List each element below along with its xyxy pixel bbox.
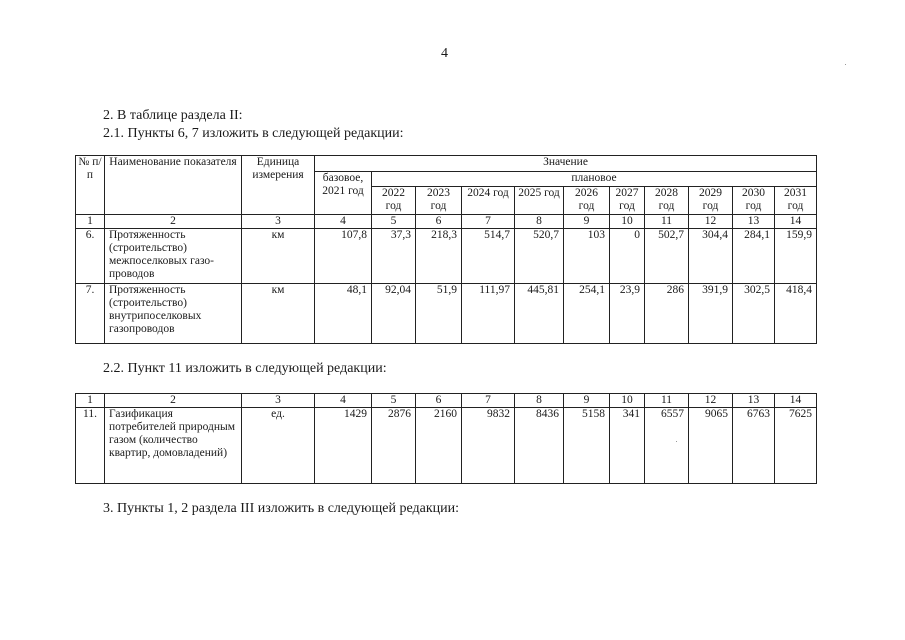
header-year: 2025 год — [515, 187, 564, 215]
column-number: 4 — [315, 394, 372, 408]
column-number-row — [76, 215, 817, 229]
header-row-1 — [76, 156, 817, 172]
row-value: 254,1 — [564, 284, 610, 344]
row-value: 48,1 — [315, 284, 372, 344]
scan-speck — [845, 64, 846, 65]
row-value: 5158 — [564, 408, 610, 484]
section-heading-3: 3. Пункты 1, 2 раздела III изложить в следующей редакции: — [103, 501, 460, 516]
table-row — [76, 284, 817, 344]
header-year: 2026 год — [564, 187, 610, 215]
row-value: 502,7 — [645, 229, 689, 284]
section-heading: 2. В таблице раздела II: — [103, 108, 243, 123]
header-year: 2031 год — [775, 187, 817, 215]
column-number: 12 — [689, 394, 733, 408]
column-number: 2 — [105, 394, 242, 408]
header-year: 2029 год — [689, 187, 733, 215]
column-number: 6 — [416, 394, 462, 408]
header-unit: Единица измерения — [242, 156, 315, 215]
row-value: 111,97 — [462, 284, 515, 344]
row-value: 520,7 — [515, 229, 564, 284]
header-value: Значение — [315, 156, 817, 172]
column-number: 14 — [775, 394, 817, 408]
scan-speck — [676, 441, 677, 442]
header-year: 2023 год — [416, 187, 462, 215]
row-value: 8436 — [515, 408, 564, 484]
header-year: 2024 год — [462, 187, 515, 215]
subsection-heading-2-2: 2.2. Пункт 11 изложить в следующей редакции: — [103, 361, 387, 376]
column-number: 3 — [242, 215, 315, 229]
row-value: 37,3 — [372, 229, 416, 284]
row-name: Протяженность (строительство) внутрипоселковых газопроводов — [105, 284, 242, 344]
indicators-table — [75, 155, 817, 344]
row-value: 286 — [645, 284, 689, 344]
row-value: 2160 — [416, 408, 462, 484]
header-name: Наименование показателя — [105, 156, 242, 215]
page-number: 4 — [441, 46, 448, 61]
column-number: 1 — [76, 394, 105, 408]
column-number: 11 — [645, 215, 689, 229]
row-value: 302,5 — [733, 284, 775, 344]
header-base: базовое, 2021 год — [315, 172, 372, 215]
table-row — [76, 229, 817, 284]
column-number: 9 — [564, 394, 610, 408]
row-value: 418,4 — [775, 284, 817, 344]
column-number: 7 — [462, 215, 515, 229]
row-value: 1429 — [315, 408, 372, 484]
row-unit: км — [242, 229, 315, 284]
row-value: 445,81 — [515, 284, 564, 344]
column-number: 11 — [645, 394, 689, 408]
row-unit: км — [242, 284, 315, 344]
row-value: 103 — [564, 229, 610, 284]
row-value: 218,3 — [416, 229, 462, 284]
column-number: 1 — [76, 215, 105, 229]
row-num: 6. — [76, 229, 105, 284]
header-num: № п/п — [76, 156, 105, 215]
row-value: 514,7 — [462, 229, 515, 284]
header-year: 2028 год — [645, 187, 689, 215]
column-number: 13 — [733, 394, 775, 408]
column-number: 5 — [372, 215, 416, 229]
table-row — [76, 408, 817, 484]
row-value: 341 — [610, 408, 645, 484]
row-value: 6763 — [733, 408, 775, 484]
row-value: 6557 — [645, 408, 689, 484]
column-number: 3 — [242, 394, 315, 408]
gasification-table — [75, 393, 817, 484]
row-unit: ед. — [242, 408, 315, 484]
row-value: 7625 — [775, 408, 817, 484]
row-num: 7. — [76, 284, 105, 344]
column-number: 8 — [515, 394, 564, 408]
row-value: 51,9 — [416, 284, 462, 344]
header-planned: плановое — [372, 172, 817, 187]
column-number: 5 — [372, 394, 416, 408]
column-number: 4 — [315, 215, 372, 229]
column-number: 9 — [564, 215, 610, 229]
column-number: 6 — [416, 215, 462, 229]
row-num: 11. — [76, 408, 105, 484]
header-year: 2030 год — [733, 187, 775, 215]
subsection-heading-2-1: 2.1. Пункты 6, 7 изложить в следующей редакции: — [103, 126, 404, 141]
row-name: Газификация потребителей природным газом (количество квартир, домовладений) — [105, 408, 242, 484]
column-number: 8 — [515, 215, 564, 229]
column-number: 10 — [610, 394, 645, 408]
row-value: 23,9 — [610, 284, 645, 344]
row-value: 107,8 — [315, 229, 372, 284]
column-number: 14 — [775, 215, 817, 229]
row-value: 0 — [610, 229, 645, 284]
column-number: 7 — [462, 394, 515, 408]
row-value: 92,04 — [372, 284, 416, 344]
row-value: 284,1 — [733, 229, 775, 284]
row-value: 9832 — [462, 408, 515, 484]
header-year: 2022 год — [372, 187, 416, 215]
row-value: 9065 — [689, 408, 733, 484]
row-value: 2876 — [372, 408, 416, 484]
row-value: 304,4 — [689, 229, 733, 284]
column-number: 2 — [105, 215, 242, 229]
header-year: 2027 год — [610, 187, 645, 215]
column-number-row — [76, 394, 817, 408]
row-value: 391,9 — [689, 284, 733, 344]
row-name: Протяженность (строительство) межпоселковых газо-проводов — [105, 229, 242, 284]
column-number: 13 — [733, 215, 775, 229]
column-number: 12 — [689, 215, 733, 229]
row-value: 159,9 — [775, 229, 817, 284]
column-number: 10 — [610, 215, 645, 229]
